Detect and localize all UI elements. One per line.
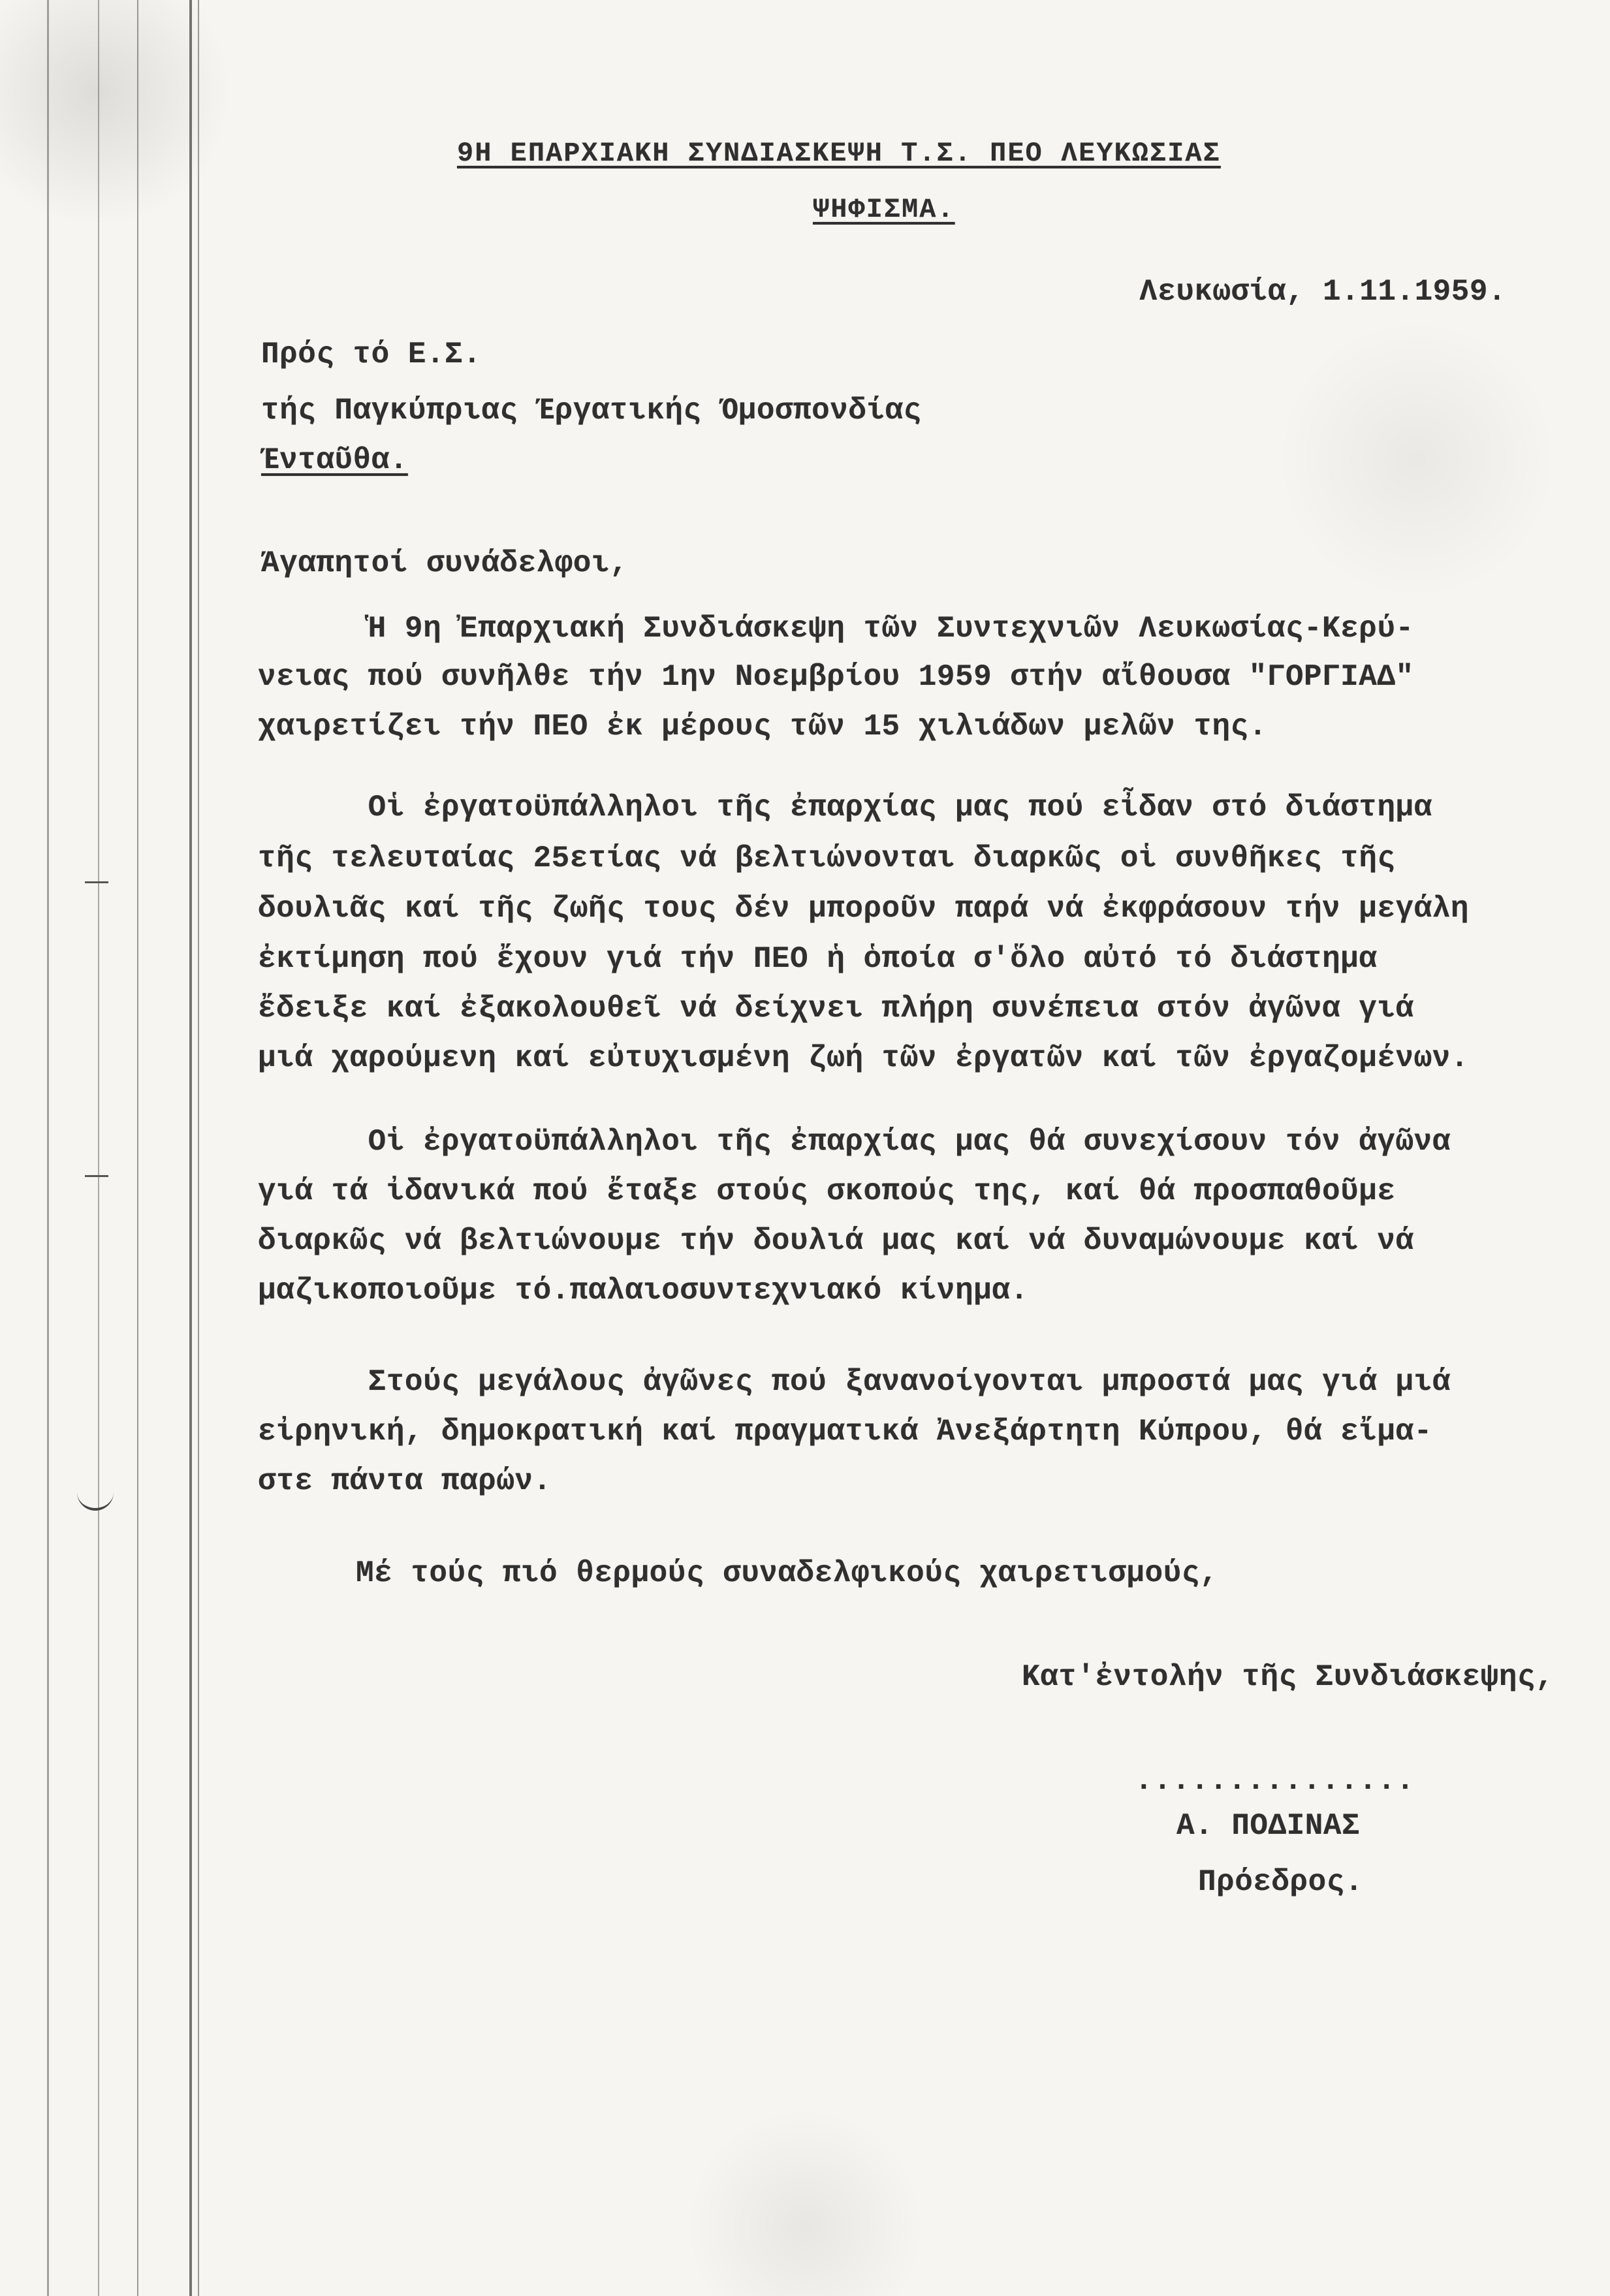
signature-mandate: Κατ'ἐντολήν τῆς Συνδιάσκεψης, bbox=[1022, 1660, 1555, 1694]
body-line: στε πάντα παρών. bbox=[258, 1464, 552, 1498]
body-line: γιά τά ἰδανικά πού ἔταξε στούς σκοπούς της, καί θά προσπαθοῦμε bbox=[258, 1174, 1396, 1208]
body-line: εἰρηνική, δημοκρατική καί πραγματικά Ἀνεξάρτητη Κύπρου, θά εἴμα- bbox=[258, 1415, 1432, 1449]
margin-line bbox=[189, 0, 192, 2296]
margin-tick bbox=[85, 881, 108, 883]
closing-greeting: Μέ τούς πιό θερμούς συναδελφικούς χαιρετισμούς, bbox=[356, 1556, 1218, 1590]
margin-line bbox=[47, 0, 49, 2296]
document-subtitle: ΨΗΦΙΣΜΑ. bbox=[813, 194, 955, 225]
signer-name: Α. ΠΟΔΙΝΑΣ bbox=[1176, 1809, 1361, 1843]
body-line: Στούς μεγάλους ἀγῶνες πού ξανανοίγονται μπροστά μας γιά μιά bbox=[258, 1365, 1451, 1399]
addressee-line-2: τής Παγκύπριας Έργατικής Όμοσπονδίας bbox=[261, 394, 922, 428]
body-line: Οἱ ἐργατοϋπάλληλοι τῆς ἐπαρχίας μας θά συνεχίσουν τόν ἀγῶνα bbox=[258, 1125, 1451, 1159]
body-line: Οἱ ἐργατοϋπάλληλοι τῆς ἐπαρχίας μας πού εἶδαν στό διάστημα bbox=[258, 791, 1432, 825]
body-line: νειας πού συνῆλθε τήν 1ην Νοεμβρίου 1959 στήν αἴθουσα "ΓΟΡΓΙΑΔ" bbox=[258, 660, 1414, 694]
margin-line bbox=[137, 0, 138, 2296]
body-line: ἐκτίμηση πού ἔχουν γιά τήν ΠΕΟ ἡ ὁποία σ'ὅλο αὐτό τό διάστημα bbox=[258, 942, 1378, 976]
signature-line: ............... bbox=[1135, 1764, 1415, 1798]
body-line: χαιρετίζει τήν ΠΕΟ ἐκ μέρους τῶν 15 χιλιάδων μελῶν της. bbox=[258, 710, 1267, 744]
body-line: δουλιᾶς καί τῆς ζωῆς τους δέν μποροῦν παρά νά ἐκφράσουν τήν μεγάλη bbox=[258, 892, 1469, 926]
addressee-line-3: Ένταῦθα. bbox=[261, 443, 408, 477]
margin-tick bbox=[85, 1175, 108, 1177]
body-line: ἔδειξε καί ἐξακολουθεῖ νά δείχνει πλήρη συνέπεια στόν ἀγῶνα γιά bbox=[258, 992, 1414, 1026]
body-line: μαζικοποιοῦμε τό.παλαιοσυντεχνιακό κίνημα. bbox=[258, 1274, 1029, 1308]
signer-role: Πρόεδρος. bbox=[1198, 1865, 1363, 1899]
margin-line bbox=[98, 0, 99, 2296]
binder-hole-mark bbox=[77, 1488, 114, 1511]
salutation: Άγαπητοί συνάδελφοι, bbox=[261, 546, 629, 580]
body-line: τῆς τελευταίας 25ετίας νά βελτιώνονται διαρκῶς οἱ συνθῆκες τῆς bbox=[258, 841, 1396, 875]
body-line: μιά χαρούμενη καί εὐτυχισμένη ζωή τῶν ἐργατῶν καί τῶν ἐργαζομένων. bbox=[258, 1041, 1469, 1075]
body-line: Ἡ 9η Ἐπαρχιακή Συνδιάσκεψη τῶν Συντεχνιῶν Λευκωσίας-Κερύ- bbox=[258, 612, 1414, 646]
document-date: Λευκωσία, 1.11.1959. bbox=[1139, 275, 1507, 309]
body-line: διαρκῶς νά βελτιώνουμε τήν δουλιά μας καί νά δυναμώνουμε καί νά bbox=[258, 1224, 1414, 1258]
addressee-line-1: Πρός τό Ε.Σ. bbox=[261, 338, 482, 371]
document-title: 9Η ΕΠΑΡΧΙΑΚΗ ΣΥΝΔΙΑΣΚΕΨΗ Τ.Σ. ΠΕΟ ΛΕΥΚΩΣΙΑΣ bbox=[457, 138, 1221, 169]
margin-line bbox=[198, 0, 199, 2296]
